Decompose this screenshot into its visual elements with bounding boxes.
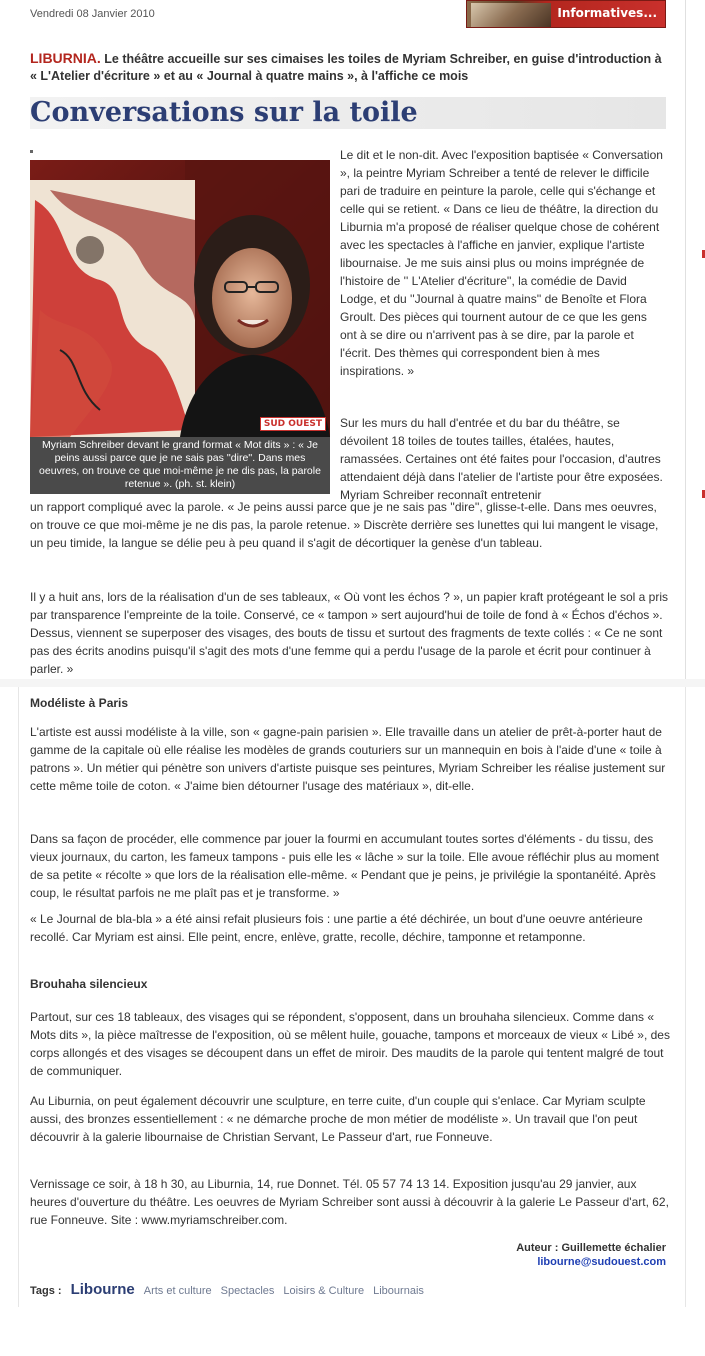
section-heading: Brouhaha silencieux: [30, 977, 148, 991]
column-rule: [685, 687, 686, 1307]
bullet-dot: [30, 150, 33, 153]
photo-illustration: [30, 160, 330, 437]
sudouest-logo: SUD OUEST: [260, 417, 326, 431]
article-figure: [30, 160, 330, 494]
author-block: [516, 1241, 666, 1269]
article-lead: [30, 50, 666, 85]
section-heading: Modéliste à Paris: [30, 696, 129, 710]
author-email-link[interactable]: libourne@sudouest.com: [537, 1256, 666, 1268]
paragraph: Vernissage ce soir, à 18 h 30, au Liburnia, 14, rue Donnet. Tél. 05 57 74 13 14. Exposition jusqu'au 29 janvier, aux heures d'ouverture du théâtre. Les oeuvres de Myriam Schreiber sont aussi à découvrir à la galerie Le Passeur d'art, 62, rue Fonneuve. Site : www.myriamschreiber.com.: [30, 1177, 669, 1227]
lead-text: Le théâtre accueille sur ses cimaises les toiles de Myriam Schreiber, en guise d'introduction à « L'Atelier d'écriture » et au « Journal à quatre mains », à l'affiche ce mois: [30, 52, 662, 83]
tag-loisirs-culture[interactable]: Loisirs & Culture: [283, 1285, 365, 1297]
ad-banner[interactable]: [466, 0, 666, 28]
tag-spectacles[interactable]: Spectacles: [220, 1285, 275, 1297]
article-photo[interactable]: [30, 160, 330, 437]
author-name: Auteur : Guillemette échalier: [516, 1242, 666, 1254]
lead-kicker: LIBURNIA.: [30, 50, 101, 66]
photo-caption: Myriam Schreiber devant le grand format « Mot dits » : « Je peins aussi parce que je ne sais pas ''dire''. Dans mes oeuvres, on trouve ce que moi-même je ne dis pas, la parole retenue ». (ph. st. klein): [30, 437, 330, 494]
tag-arts-culture[interactable]: Arts et culture: [143, 1285, 212, 1297]
top-bar: [0, 0, 705, 30]
ad-thumbnail: [471, 3, 551, 27]
article-date: Vendredi 08 Janvier 2010: [30, 8, 155, 20]
tag-libourne[interactable]: Libourne: [70, 1281, 135, 1298]
tags-bar: [30, 1281, 424, 1298]
tag-libournais[interactable]: Libournais: [373, 1285, 424, 1297]
article-title: Conversations sur la toile: [30, 97, 418, 128]
paragraph: Partout, sur ces 18 tableaux, des visages qui se répondent, s'opposent, dans un brouhaha silencieux. Comme dans « Mots dits », la pièce maîtresse de l'exposition, où se mêlent huile, gouache, tampons et morceaux de vieux « Libé », des corps allongés et des visages se découpent dans un effet de miroir. Des maudits de la parole qui tentent malgré de tout de communiquer.: [30, 1010, 670, 1078]
headline-box: [30, 97, 666, 129]
paragraph: Dans sa façon de procéder, elle commence par jouer la fourmi en accumulant toutes sortes d'éléments - du tissu, des vieux journaux, du carton, les fameux tampons - puis elle les « lâche » sur la toile. Elle avoue réfléchir plus au moment de sa petite « récolte » que lors de la réalisation elle-même. « Pendant que je peins, je privilégie la spontanéité. Après coup, le résultat parfois ne me plaît pas et je transforme. »: [30, 832, 659, 900]
paragraph: « Le Journal de bla-bla » a été ainsi refait plusieurs fois : une partie a été déchirée, un bout d'une oeuvre antérieure recollé. Car Myriam est ainsi. Elle peint, encre, enlève, gratte, recolle, déchire, tamponne et retamponne.: [30, 912, 643, 944]
paragraph: L'artiste est aussi modéliste à la ville, son « gagne-pain parisien ». Elle travaille dans un atelier de prêt-à-porter haut de gamme de la capitale où elle réalise les modèles de grands couturiers sur un mannequin en bois à l'aide d'une « toile à patrons ». Un métier qui pénètre son univers d'artiste puisque ses peintures, Myriam Schreiber les réalise justement sur cette même toile de coton. « J'aime bien détourner l'usage des matériaux », dit-elle.: [30, 725, 666, 793]
column-rule: [685, 0, 686, 680]
paragraph: Sur les murs du hall d'entrée et du bar du théâtre, se dévoilent 18 toiles de toutes tailles, étalées, hautes, ramassées. Certaines ont été faites pour l'occasion, d'autres attendaient déjà dans l'atelier de l'artiste pour être exposées. Myriam Schreiber reconnaît entretenir: [340, 416, 663, 502]
paragraph: Au Liburnia, on peut également découvrir une sculpture, en terre cuite, d'un couple qui s'enlace. Car Myriam sculpte aussi, des bronzes essentiellement : « ne démarche proche de mon métier de modéliste ». Un travail que l'on peut découvrir à la galerie libournaise de Christian Servant, Le Passeur d'art, rue Fonneuve.: [30, 1094, 646, 1144]
ad-text: Informatives...: [557, 6, 657, 20]
paragraph: un rapport compliqué avec la parole. « Je peins aussi parce que je ne sais pas ''dire'', glisse-t-elle. Dans mes oeuvres, on trouve ce que moi-même je ne dis pas, la parole retenue. » Discrète derrière ses lunettes qui lui mangent le visage, un peu timide, la langue se délie peu à peu quand il s'agit de décortiquer la genèse d'un tableau.: [30, 500, 659, 550]
paragraph: Le dit et le non-dit. Avec l'exposition baptisée « Conversation », la peintre Myriam Schreiber a tenté de relever le difficile pari de traduire en peinture la parole, celle qui s'échange et celle qui se retient. « Dans ce lieu de théâtre, la direction du Liburnia m'a proposé de réaliser quelque chose de cohérent avec les spectacles à l'affiche en janvier, explique l'artiste libournaise. Je me suis ainsi plus ou moins imprégnée de l'histoire de '' L'Atelier d'écriture'', la comédie de David Lodge, et du ''Journal à quatre mains'' de Benoîte et Flora Groult. Des pièces qui tournent autour de ce que les gens ont à se dire ou n'arrivent pas à se dire, par la parole et l'écrit. Des thèmes qui correspondent bien à mes inspirations. »: [340, 148, 663, 378]
tags-label: Tags :: [30, 1285, 62, 1297]
page-break-band: [0, 679, 705, 687]
paragraph: Il y a huit ans, lors de la réalisation d'un de ses tableaux, « Où vont les échos ? », un papier kraft protégeant le sol a pris par transparence l'empreinte de la toile. Conservé, ce « tampon » sert aujourd'hui de toile de fond à « Échos d'échos ». Dessus, viennent se superposer des visages, des bouts de tissu et surtout des fragments de texte collés : « Ce ne sont pas des écrits anodins puisqu'il s'agit des mots d'une femme qui a perdu l'usage de la parole et écrit pour continuer à parler. »: [30, 590, 668, 676]
column-rule: [18, 687, 19, 1307]
